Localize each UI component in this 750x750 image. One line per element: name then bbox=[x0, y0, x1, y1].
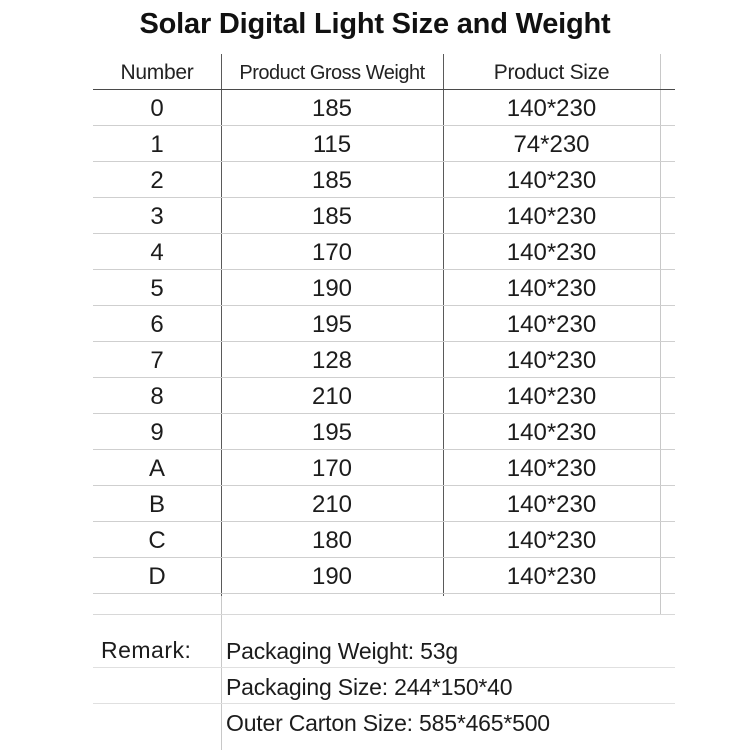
spacer-row bbox=[93, 596, 675, 615]
table-row bbox=[93, 126, 675, 162]
table-row bbox=[93, 558, 675, 594]
cell-number: 0 bbox=[150, 95, 164, 122]
cell-gross-weight: 195 bbox=[311, 419, 353, 446]
cell-gross-weight: 190 bbox=[311, 275, 353, 302]
cell-gross-weight: 170 bbox=[311, 455, 353, 482]
header-number: Number bbox=[120, 61, 194, 84]
cell-number: 3 bbox=[150, 203, 164, 230]
header-product-size: Product Size bbox=[493, 61, 610, 84]
cell-product-size: 140*230 bbox=[506, 419, 597, 446]
cell-gross-weight: 185 bbox=[311, 203, 353, 230]
table-row bbox=[93, 90, 675, 126]
page-title: Solar Digital Light Size and Weight bbox=[139, 8, 611, 40]
table-row bbox=[93, 414, 675, 450]
cell-product-size: 140*230 bbox=[506, 95, 597, 122]
remark-outer-carton-size: Outer Carton Size: 585*465*500 bbox=[226, 710, 550, 736]
cell-number: 8 bbox=[150, 383, 164, 410]
cell-number: 7 bbox=[150, 347, 164, 374]
cell-product-size: 140*230 bbox=[506, 527, 597, 554]
cell-gross-weight: 170 bbox=[311, 239, 353, 266]
cell-number: C bbox=[148, 527, 166, 554]
cell-product-size: 140*230 bbox=[506, 275, 597, 302]
remark-label: Remark: bbox=[101, 637, 192, 663]
table-row bbox=[93, 234, 675, 270]
cell-product-size: 140*230 bbox=[506, 167, 597, 194]
table-header-row bbox=[93, 54, 675, 90]
table-row bbox=[93, 522, 675, 558]
header-gross-weight: Product Gross Weight bbox=[239, 62, 425, 84]
spec-table bbox=[93, 54, 675, 750]
cell-number: 5 bbox=[150, 275, 164, 302]
cell-gross-weight: 190 bbox=[311, 563, 353, 590]
table-row bbox=[93, 450, 675, 486]
cell-gross-weight: 115 bbox=[312, 131, 352, 158]
table-row bbox=[93, 306, 675, 342]
cell-number: D bbox=[148, 563, 166, 590]
table-row bbox=[93, 198, 675, 234]
cell-gross-weight: 210 bbox=[311, 383, 353, 410]
cell-gross-weight: 210 bbox=[311, 491, 353, 518]
table-row bbox=[93, 486, 675, 522]
cell-product-size: 140*230 bbox=[506, 311, 597, 338]
remark-packaging-weight: Packaging Weight: 53g bbox=[226, 638, 458, 664]
cell-number: 9 bbox=[150, 419, 164, 446]
cell-number: 6 bbox=[150, 311, 164, 338]
remark-packaging-size: Packaging Size: 244*150*40 bbox=[226, 674, 513, 700]
cell-product-size: 140*230 bbox=[506, 203, 597, 230]
table-row bbox=[93, 342, 675, 378]
cell-number: B bbox=[148, 491, 165, 518]
table-row bbox=[93, 378, 675, 414]
cell-number: 4 bbox=[150, 239, 164, 266]
cell-gross-weight: 195 bbox=[311, 311, 353, 338]
cell-product-size: 140*230 bbox=[506, 239, 597, 266]
cell-number: 1 bbox=[150, 131, 164, 158]
cell-product-size: 140*230 bbox=[506, 491, 597, 518]
cell-product-size: 140*230 bbox=[506, 563, 597, 590]
cell-product-size: 140*230 bbox=[506, 347, 597, 374]
cell-product-size: 74*230 bbox=[513, 131, 590, 158]
remark-row bbox=[93, 704, 675, 740]
remark-row bbox=[93, 632, 675, 668]
cell-product-size: 140*230 bbox=[506, 455, 597, 482]
cell-number: A bbox=[148, 455, 165, 482]
cell-gross-weight: 185 bbox=[311, 167, 353, 194]
cell-gross-weight: 180 bbox=[311, 527, 353, 554]
table-row bbox=[93, 162, 675, 198]
cell-number: 2 bbox=[150, 167, 164, 194]
cell-product-size: 140*230 bbox=[506, 383, 597, 410]
remark-row bbox=[93, 668, 675, 704]
cell-gross-weight: 185 bbox=[311, 95, 353, 122]
table-row bbox=[93, 270, 675, 306]
cell-gross-weight: 128 bbox=[311, 347, 353, 374]
